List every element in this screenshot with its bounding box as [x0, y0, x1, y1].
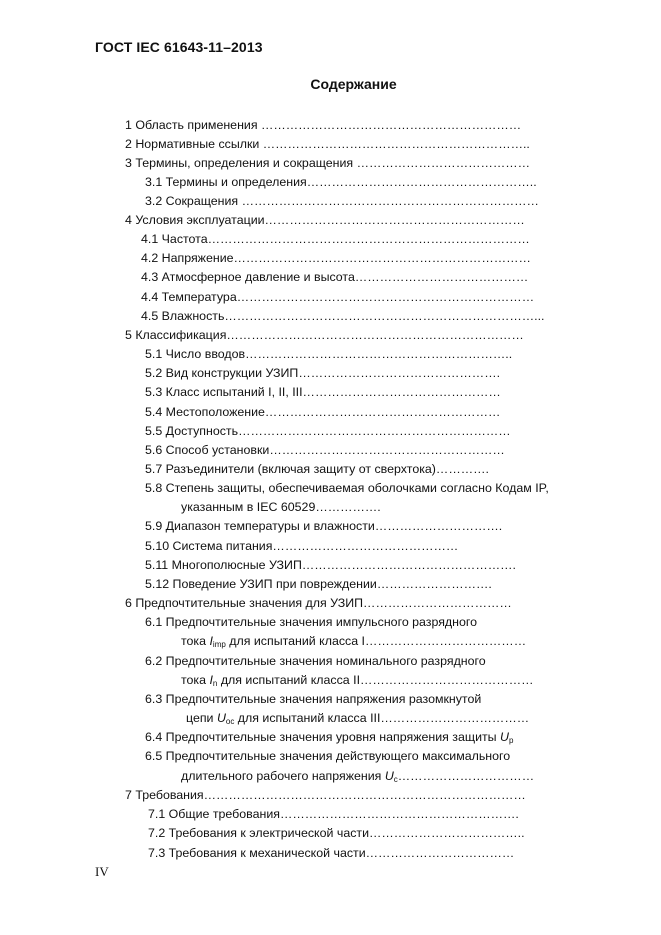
- toc-entry[interactable]: указанным в IEC 60529…………….: [181, 500, 381, 514]
- page-title: Содержание: [310, 76, 397, 92]
- toc-entry-text: 6.4 Предпочтительные значения уровня напряжения защиты: [145, 730, 501, 744]
- toc-entry[interactable]: 6.5 Предпочтительные значения действующего максимального: [145, 749, 511, 763]
- toc-entry[interactable]: 7 Требования……………………………………………………………………: [125, 788, 526, 802]
- toc-entry[interactable]: 5.5 Доступность…………………………………………………………: [145, 424, 511, 438]
- toc-entry-text: для испытаний класса III………………………………: [234, 711, 530, 725]
- toc-entry[interactable]: 6.2 Предпочтительные значения номинального разрядного: [145, 654, 486, 668]
- toc-entry[interactable]: 5 Классификация………………………………………………………………: [125, 328, 524, 342]
- formula-symbol: U: [384, 769, 394, 783]
- formula-subscript: n: [212, 679, 218, 688]
- toc-entry[interactable]: [181, 633, 526, 653]
- toc-entry[interactable]: 1 Область применения ………………………………………………………: [125, 118, 522, 132]
- toc-entry[interactable]: 6 Предпочтительные значения для УЗИП………………………………: [125, 596, 512, 610]
- formula-subscript: oc: [225, 717, 235, 726]
- toc-entry[interactable]: [186, 710, 529, 730]
- toc-entry[interactable]: 7.3 Требования к механической части………………………………: [148, 846, 515, 860]
- toc-entry[interactable]: 5.4 Местоположение…………………………………………………: [145, 405, 501, 419]
- toc-entry[interactable]: 4 Условия эксплуатации………………………………………………………: [125, 213, 525, 227]
- toc-entry[interactable]: 6.1 Предпочтительные значения импульсного разрядного: [145, 615, 478, 629]
- toc-entry-text: для испытаний класса II……………………………………: [217, 673, 534, 687]
- toc-entry[interactable]: 5.12 Поведение УЗИП при повреждении……………………….: [145, 577, 492, 591]
- toc-entry-text: тока: [181, 673, 210, 687]
- formula-symbol: U: [216, 711, 226, 725]
- toc-entry[interactable]: 7.2 Требования к электрической части………………………………..: [148, 826, 525, 840]
- toc-entry[interactable]: 5.3 Класс испытаний I, II, III…………………………………………: [145, 385, 501, 399]
- toc-entry-text: цепи: [186, 711, 217, 725]
- toc-entry-text: длительного рабочего напряжения: [181, 769, 385, 783]
- toc-entry[interactable]: 5.11 Многополюсные УЗИП…………………………………………….: [145, 558, 516, 572]
- page-number: IV: [95, 864, 109, 879]
- toc-entry[interactable]: 5.8 Степень защиты, обеспечиваемая оболочками согласно Кодам IP,: [145, 481, 549, 495]
- formula-subscript: imp: [212, 640, 226, 649]
- formula-subscript: p: [508, 736, 514, 745]
- toc-entry[interactable]: [181, 768, 534, 788]
- formula-symbol: U: [500, 730, 509, 744]
- toc-entry[interactable]: [145, 729, 513, 749]
- toc-entry[interactable]: 4.5 Влажность…………………………………………………………………...: [141, 309, 545, 323]
- toc-entry[interactable]: 4.1 Частота……………………………………………………………………: [141, 232, 530, 246]
- toc-entry[interactable]: 4.4 Температура………………………………………………………………: [141, 290, 535, 304]
- toc-entry[interactable]: 3.1 Термины и определения………………………………………………..: [145, 175, 537, 189]
- toc-entry[interactable]: 5.10 Система питания………………………………………: [145, 539, 459, 553]
- toc-entry[interactable]: 5.2 Вид конструкции УЗИП………………………………………….: [145, 366, 501, 380]
- toc-entry[interactable]: 5.1 Число вводов………………………………………………………..: [145, 347, 513, 361]
- toc-entry[interactable]: 3 Термины, определения и сокращения ……………………………………: [125, 156, 531, 170]
- toc-entry-text: тока: [181, 634, 210, 648]
- toc-entry[interactable]: 2 Нормативные ссылки ………………………………………………………..: [125, 137, 530, 151]
- toc-entry[interactable]: 6.3 Предпочтительные значения напряжения разомкнутой: [145, 692, 482, 706]
- toc-entry[interactable]: 5.6 Способ установки…………………………………………………: [145, 443, 505, 457]
- toc-entry[interactable]: 5.7 Разъединители (включая защиту от сверхтока)………….: [145, 462, 489, 476]
- toc-entry-text: для испытаний класса I…………………………………: [225, 634, 527, 648]
- toc-entry[interactable]: 4.2 Напряжение………………………………………………………………: [141, 251, 531, 265]
- formula-subscript: c: [393, 775, 398, 784]
- document-header: ГОСТ IEC 61643-11–2013: [95, 39, 263, 55]
- toc-entry-text: ……………………………: [397, 769, 535, 783]
- toc-entry[interactable]: [181, 672, 533, 692]
- toc-entry[interactable]: 4.3 Атмосферное давление и высота……………………………………: [141, 270, 529, 284]
- toc-entry[interactable]: 5.9 Диапазон температуры и влажности………………………….: [145, 519, 503, 533]
- toc-entry[interactable]: 7.1 Общие требования………………………………………………….: [148, 807, 519, 821]
- formula-symbol: I: [209, 673, 213, 687]
- toc-entry[interactable]: 3.2 Сокращения ………………………………………………………………: [145, 194, 539, 208]
- formula-symbol: I: [209, 634, 213, 648]
